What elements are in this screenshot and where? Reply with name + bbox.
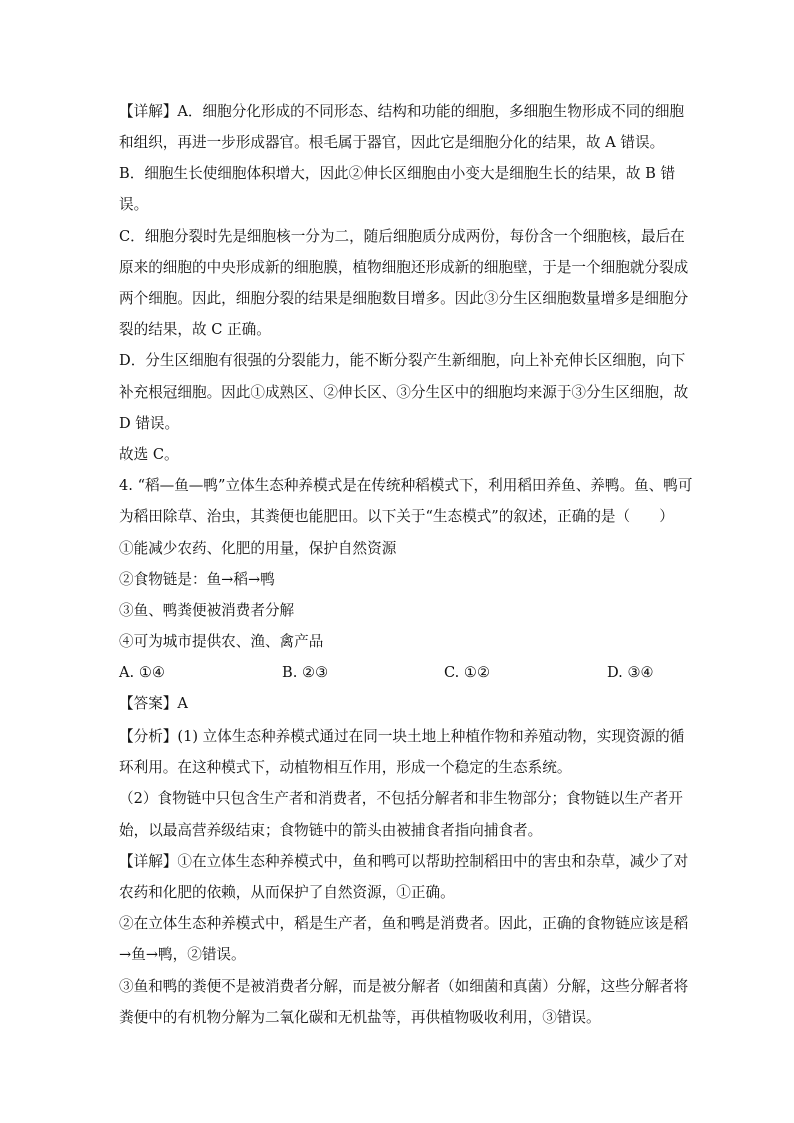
text-line: 两个细胞。因此，细胞分裂的结果是细胞数目增多。因此③分生区细胞数量增多是细胞分 (119, 290, 689, 307)
question-stem-line: 为稻田除草、治虫，其粪便也能肥田。以下关于“生态模式”的叙述，正确的是（ ） (119, 508, 674, 525)
analysis-line: 始，以最高营养级结束；食物链中的箭头由被捕食者指向捕食者。 (119, 822, 543, 839)
explanation-line: ③鱼和鸭的粪便不是被消费者分解，而是被分解者（如细菌和真菌）分解，这些分解者将 (119, 978, 689, 995)
choice-option-b: B. ②③ (282, 664, 329, 681)
explanation-line: →鱼→鸭，②错误。 (119, 946, 246, 963)
text-line: 误。 (119, 196, 149, 213)
text-line: D 错误。 (119, 415, 180, 432)
text-line: 和组织，再进一步形成器官。根毛属于器官，因此它是细胞分化的结果，故 A 错误。 (119, 134, 665, 151)
statement-item: ③鱼、鸭粪便被消费者分解 (119, 602, 295, 619)
statement-item: ①能减少农药、化肥的用量，保护自然资源 (119, 540, 397, 557)
text-line: D．分生区细胞有很强的分裂能力，能不断分裂产生新细胞，向上补充伸长区细胞，向下 (119, 352, 686, 369)
text-line: C．细胞分裂时先是细胞核一分为二，随后细胞质分成两份，每份含一个细胞核，最后在 (119, 228, 685, 245)
text-line: B．细胞生长使细胞体积增大，因此②伸长区细胞由小变大是细胞生长的结果，故 B 错 (119, 165, 676, 182)
question-stem-line: 4. “稻—鱼—鸭”立体生态种养模式是在传统种稻模式下，利用稻田养鱼、养鸭。鱼、鸭可 (119, 477, 693, 494)
text-line: 裂的结果，故 C 正确。 (119, 321, 271, 338)
answer-line: 【答案】A (119, 695, 188, 712)
text-line: 【详解】A．细胞分化形成的不同形态、结构和功能的细胞，多细胞生物形成不同的细胞 (119, 103, 685, 120)
text-line: 原来的细胞的中央形成新的细胞膜，植物细胞还形成新的细胞壁，于是一个细胞就分裂成 (119, 259, 689, 276)
statement-item: ②食物链是：鱼→稻→鸭 (119, 571, 275, 588)
choice-option-c: C. ①② (444, 664, 491, 681)
analysis-line: （2）食物链中只包含生产者和消费者，不包括分解者和非生物部分；食物链以生产者开 (119, 790, 683, 807)
statement-item: ④可为城市提供农、渔、禽产品 (119, 633, 324, 650)
text-line: 故选 C。 (119, 446, 179, 463)
explanation-line: 农药和化肥的依赖，从而保护了自然资源，①正确。 (119, 884, 455, 901)
analysis-line: 环利用。在这种模式下，动植物相互作用，形成一个稳定的生态系统。 (119, 759, 572, 776)
explanation-line: 【详解】①在立体生态种养模式中，鱼和鸭可以帮助控制稻田中的害虫和杂草，减少了对 (119, 853, 689, 870)
explanation-line: 粪便中的有机物分解为二氧化碳和无机盐等，再供植物吸收利用，③错误。 (119, 1009, 601, 1026)
choice-option-d: D. ③④ (607, 664, 654, 681)
choice-option-a: A. ①④ (119, 664, 165, 681)
text-line: 补充根冠细胞。因此①成熟区、②伸长区、③分生区中的细胞均来源于③分生区细胞，故 (119, 384, 689, 401)
explanation-line: ②在立体生态种养模式中，稻是生产者，鱼和鸭是消费者。因此，正确的食物链应该是稻 (119, 915, 689, 932)
analysis-line: 【分析】(1) 立体生态种养模式通过在同一块土地上种植作物和养殖动物，实现资源的循 (119, 728, 685, 745)
